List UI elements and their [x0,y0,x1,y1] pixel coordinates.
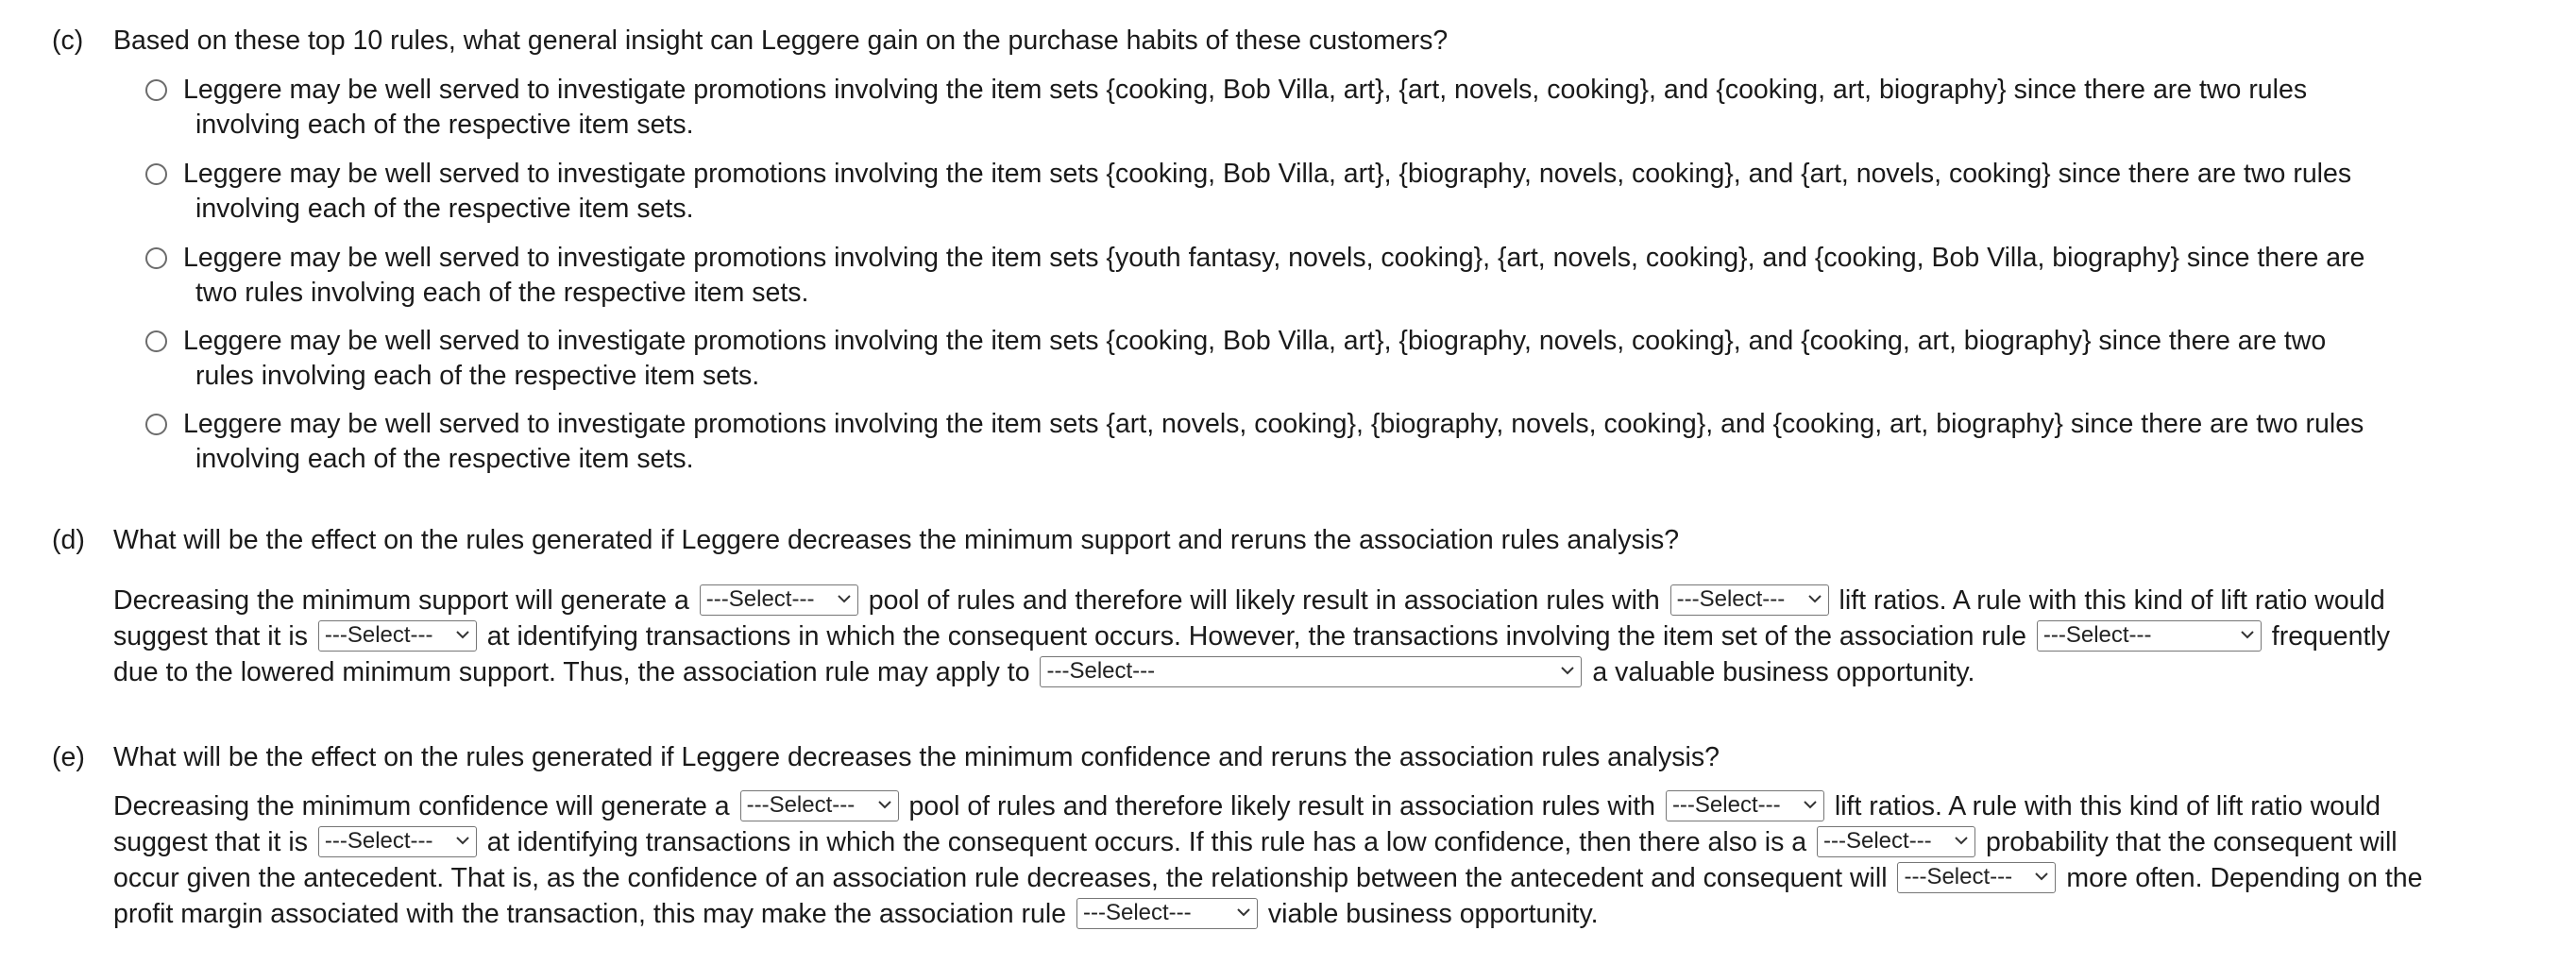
part-e-text: suggest that it is [113,827,308,857]
part-e-question: What will be the effect on the rules generated if Leggere decreases the minimum confidence and reruns the association rules analysis? [113,742,1720,772]
part-e-text: more often. Depending on the [2066,863,2423,893]
d-effectiveness-select[interactable] [318,620,477,652]
chevron-down-icon [455,835,470,846]
d-occurrence-select[interactable] [2037,620,2262,652]
part-d-text: Decreasing the minimum support will generate a [113,585,689,616]
radio-button-2[interactable] [145,163,167,185]
select-placeholder: ---Select--- [705,585,815,612]
part-d-line-2 [113,618,2390,654]
select-placeholder: ---Select--- [2042,621,2152,648]
radio-button-5[interactable] [145,414,167,435]
chevron-down-icon [1954,835,1969,846]
option-3-text-line2: two rules involving each of the respective item sets. [195,278,809,308]
part-e-line-3 [113,860,2423,896]
part-e-label: (e) [52,742,85,772]
part-d-text: pool of rules and therefore will likely result in association rules with [868,585,1660,616]
e-lift-ratio-select[interactable] [1666,790,1824,821]
chevron-down-icon [1560,665,1575,676]
option-4-text-line2: rules involving each of the respective item sets. [195,361,760,391]
part-d-text: a valuable business opportunity. [1592,657,1975,687]
part-d-question: What will be the effect on the rules generated if Leggere decreases the minimum support and reruns the association rules analysis? [113,525,1680,555]
option-1-text-line1: Leggere may be well served to investigate promotions involving the item sets {cooking, Bob Villa, art}, {art, novels, cooking}, and {cooking, art, biography} since there are two rules [183,75,2308,105]
part-d-text: lift ratios. A rule with this kind of lift ratio would [1839,585,2385,616]
part-e-line-2 [113,824,2398,860]
e-relationship-select[interactable] [1897,862,2056,893]
radio-button-1[interactable] [145,79,167,101]
part-e-text: pool of rules and therefore likely result in association rules with [908,791,1656,821]
part-d-label: (d) [52,525,85,555]
part-d-text: suggest that it is [113,621,308,652]
part-e-text: Decreasing the minimum confidence will generate a [113,791,730,821]
e-effectiveness-select[interactable] [318,826,477,857]
chevron-down-icon [2034,871,2049,882]
chevron-down-icon [877,799,892,810]
part-e-text: at identifying transactions in which the consequent occurs. If this rule has a low confidence, then there also is a [486,827,1807,857]
part-c-label: (c) [52,25,84,56]
e-viability-select[interactable] [1076,898,1258,929]
d-lift-ratio-select[interactable] [1670,584,1829,616]
part-c-question: Based on these top 10 rules, what general insight can Leggere gain on the purchase habits of these customers? [113,25,1449,56]
part-d-line-1 [113,583,2385,618]
option-3-text-line1: Leggere may be well served to investigate promotions involving the item sets {youth fantasy, novels, cooking}, {art, novels, cooking}, and {cooking, Bob Villa, biography} since there are [183,243,2365,273]
select-placeholder: ---Select--- [324,827,433,854]
part-e-text: viable business opportunity. [1267,899,1599,929]
chevron-down-icon [1807,593,1822,604]
chevron-down-icon [1236,906,1251,918]
select-placeholder: ---Select--- [1083,899,1192,925]
part-d-text: due to the lowered minimum support. Thus, the association rule may apply to [113,657,1030,687]
option-5-text-line1: Leggere may be well served to investigate promotions involving the item sets {art, novels, cooking}, {biography, novels, cooking}, and {cooking, art, biography} since there are two rules [183,409,2364,439]
chevron-down-icon [837,593,852,604]
part-e-line-4 [113,896,1599,932]
part-e-text: profit margin associated with the transaction, this may make the association rule [113,899,1067,929]
select-placeholder: ---Select--- [1046,657,1156,684]
part-d-line-3 [113,654,1974,690]
part-e-text: lift ratios. A rule with this kind of lift ratio would [1834,791,2381,821]
select-placeholder: ---Select--- [1671,791,1781,818]
option-4-text-line1: Leggere may be well served to investigate promotions involving the item sets {cooking, Bob Villa, art}, {biography, novels, cooking}, and {cooking, art, biography} since there are two [183,326,2327,356]
select-placeholder: ---Select--- [1676,585,1786,612]
part-e-text: probability that the consequent will [1985,827,2398,857]
select-placeholder: ---Select--- [1904,863,2013,889]
chevron-down-icon [1803,799,1818,810]
select-placeholder: ---Select--- [324,621,433,648]
option-2-text-line2: involving each of the respective item sets. [195,194,694,224]
d-pool-size-select[interactable] [700,584,858,616]
select-placeholder: ---Select--- [1823,827,1932,854]
e-probability-select[interactable] [1817,826,1975,857]
select-placeholder: ---Select--- [746,791,856,818]
part-e-line-1 [113,788,2381,824]
radio-button-4[interactable] [145,330,167,352]
chevron-down-icon [2240,629,2255,640]
part-e-text: occur given the antecedent. That is, as the confidence of an association rule decreases, the relationship between the antecedent and consequent will [113,863,1888,893]
option-1-text-line2: involving each of the respective item sets. [195,110,694,140]
part-d-text: frequently [2271,621,2390,652]
e-pool-size-select[interactable] [740,790,899,821]
radio-button-3[interactable] [145,247,167,269]
option-2-text-line1: Leggere may be well served to investigate promotions involving the item sets {cooking, Bob Villa, art}, {biography, novels, cooking}, and {art, novels, cooking} since there are two rules [183,159,2352,189]
part-d-text: at identifying transactions in which the consequent occurs. However, the transactions involving the item set of the association rule [486,621,2026,652]
chevron-down-icon [455,629,470,640]
option-5-text-line2: involving each of the respective item sets. [195,444,694,474]
d-apply-to-select[interactable] [1040,656,1582,687]
